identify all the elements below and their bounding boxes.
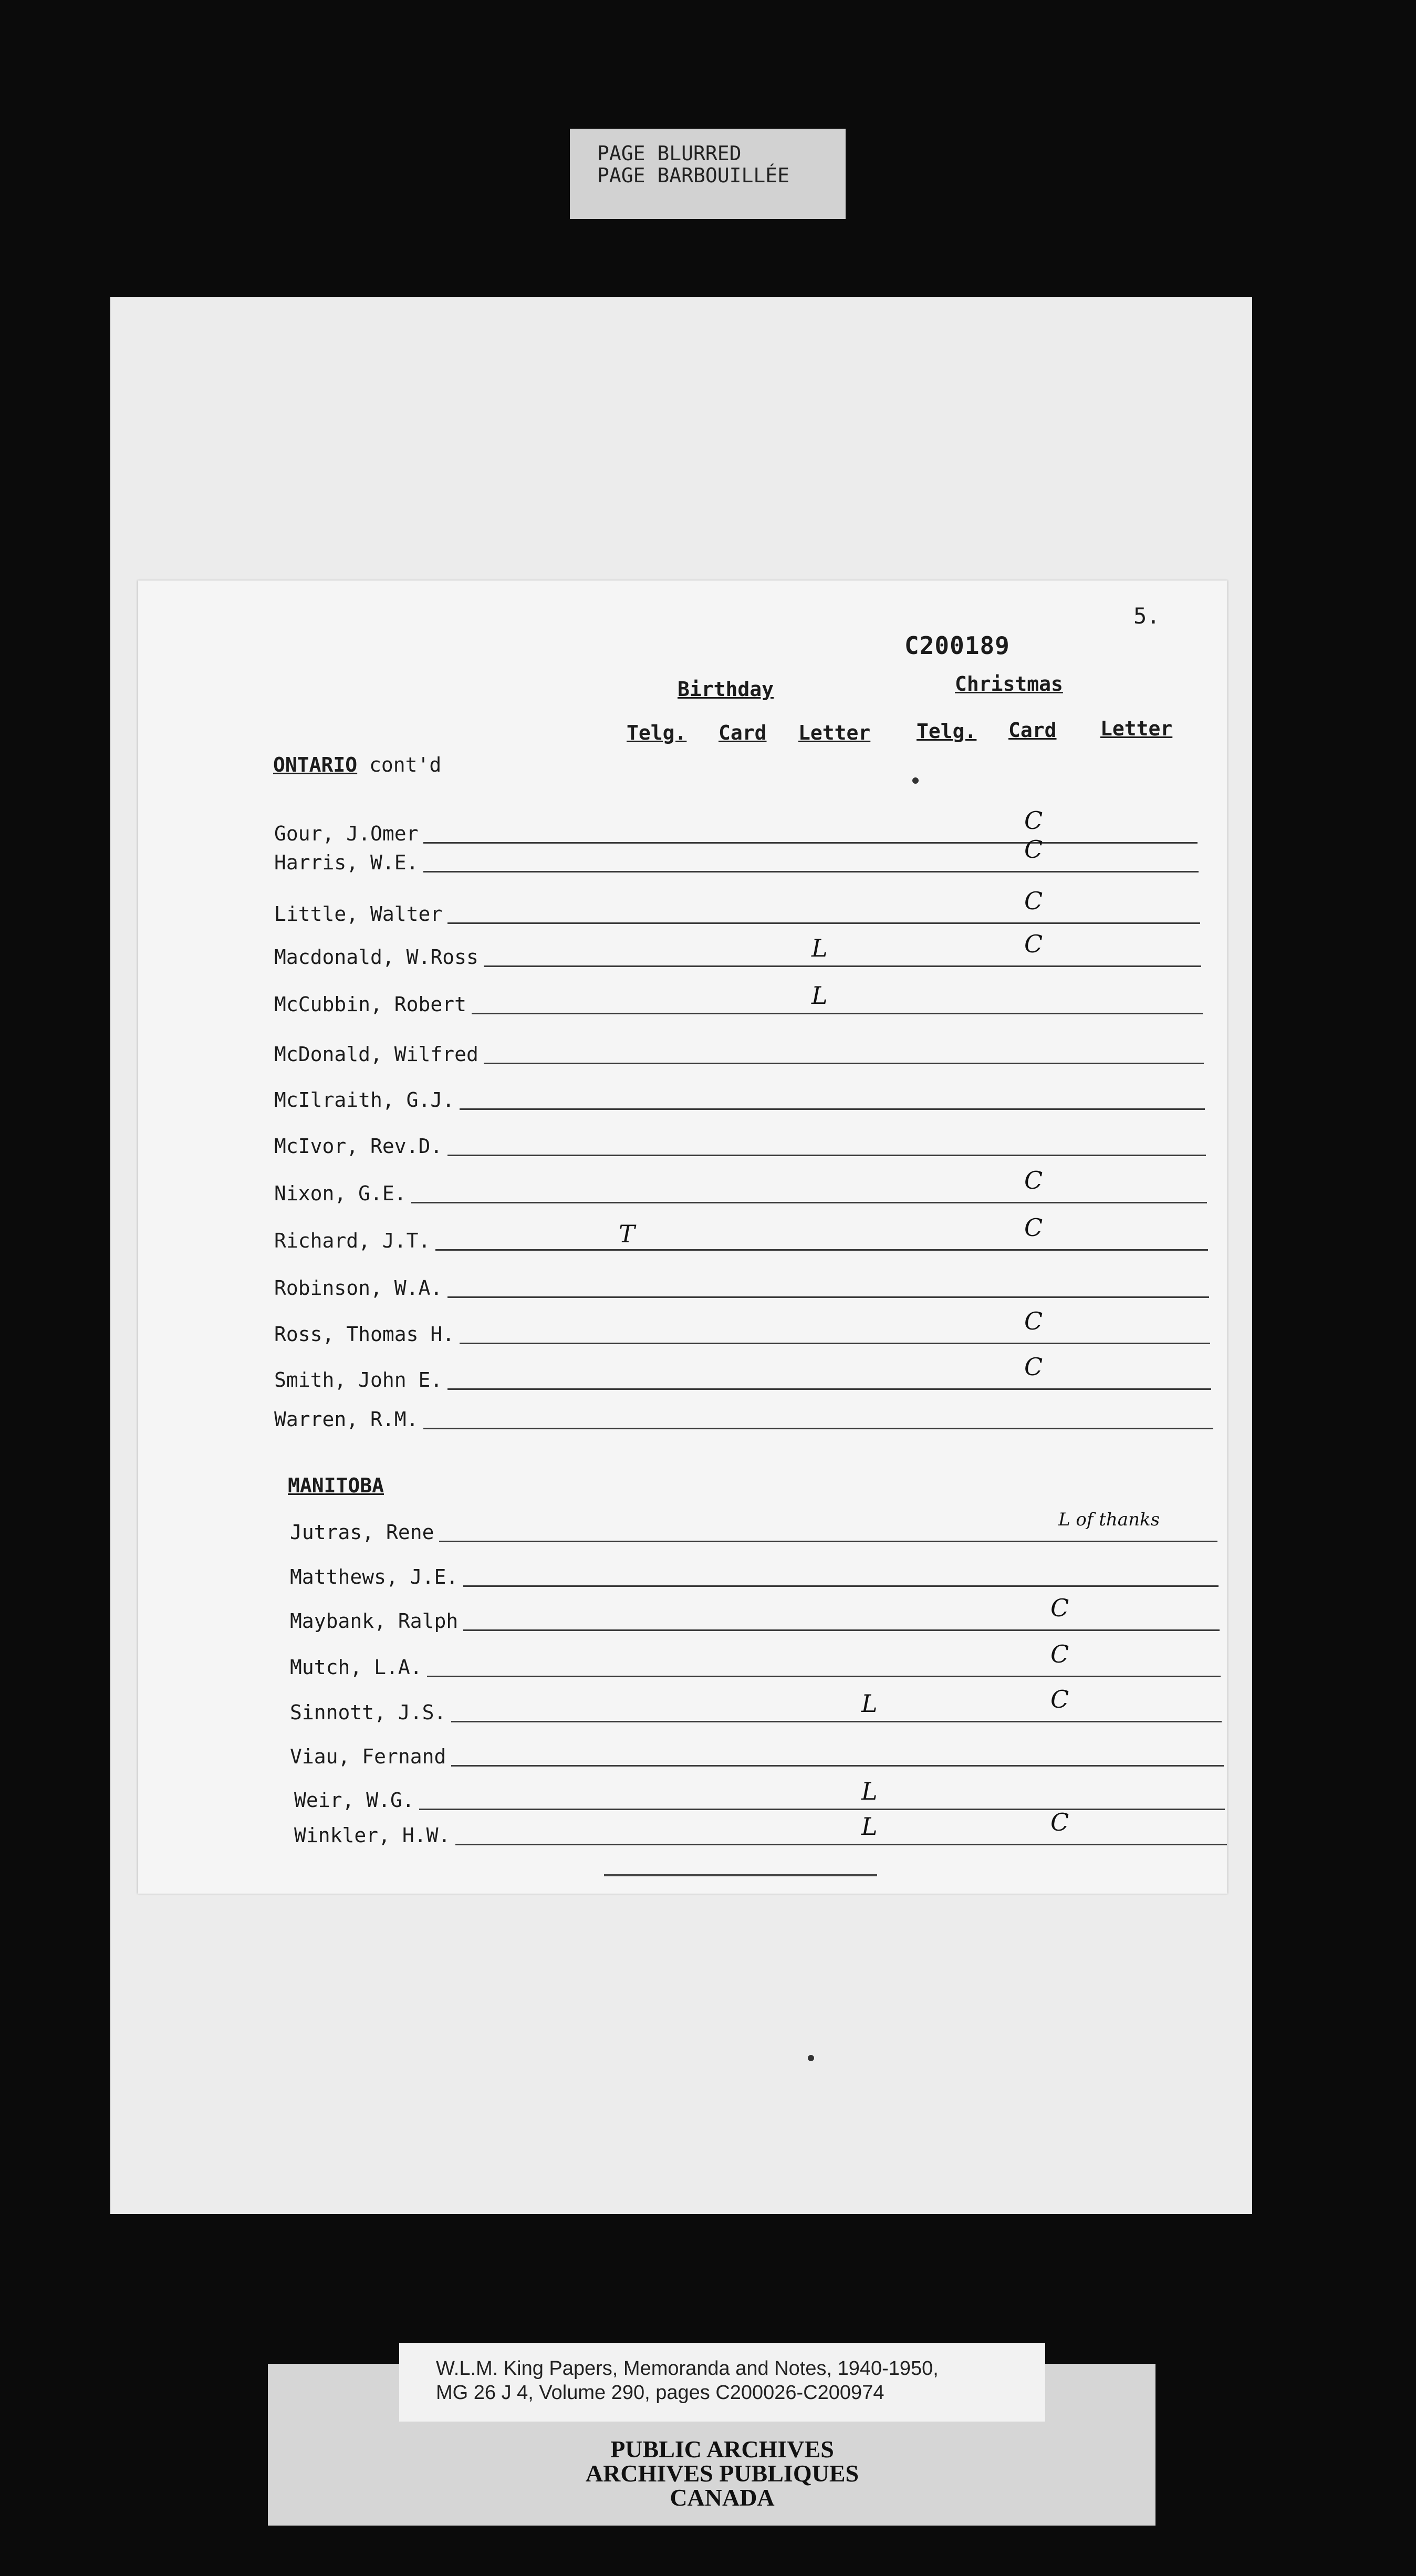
entry-rule [423, 871, 1199, 872]
christmas-card-mark: C [1024, 1307, 1043, 1335]
archive-name [399, 2437, 1045, 2510]
entry-rule [484, 1063, 1204, 1064]
christmas-card-mark: C [1024, 930, 1043, 958]
christmas-card-mark: C [1024, 1353, 1043, 1381]
section-ontario-title: ONTARIO [273, 753, 358, 776]
entry-rule [419, 1809, 1225, 1810]
entry-name: Viau, Fernand [290, 1745, 446, 1768]
entry-rule [423, 842, 1198, 844]
entry-name: Nixon, G.E. [274, 1182, 407, 1205]
blur-label-line1: PAGE BLURRED [597, 142, 742, 165]
header-christmas-card: Card [1008, 719, 1057, 742]
entry-rule [451, 1721, 1222, 1722]
entry-name: Warren, R.M. [274, 1408, 419, 1431]
entry-name: Matthews, J.E. [290, 1565, 459, 1588]
entry-name: Smith, John E. [274, 1368, 443, 1391]
entry-rule [411, 1202, 1207, 1203]
closing-rule [604, 1874, 877, 1876]
entry-rule [455, 1844, 1227, 1845]
section-ontario [273, 753, 441, 776]
christmas-card-mark: C [1024, 1166, 1043, 1194]
entry-name: Winkler, H.W. [294, 1824, 451, 1847]
section-manitoba [288, 1474, 384, 1497]
header-christmas-letter: Letter [1100, 717, 1173, 740]
christmas-card-mark: C [1050, 1685, 1069, 1713]
entry-name: McIvor, Rev.D. [274, 1135, 443, 1158]
christmas-card-mark: C [1050, 1640, 1069, 1668]
entry-name: Sinnott, J.S. [290, 1701, 446, 1724]
entry-name: Little, Walter [274, 902, 443, 926]
entry-rule [447, 922, 1200, 924]
entry-rule [460, 1343, 1210, 1344]
christmas-letter-note: L of thanks [1058, 1509, 1160, 1530]
entry-name: McCubbin, Robert [274, 993, 467, 1016]
header-birthday-letter: Letter [798, 721, 871, 744]
birthday-letter-mark: L [861, 1689, 878, 1718]
christmas-card-mark: C [1024, 806, 1043, 835]
entry-name: Mutch, L.A. [290, 1656, 422, 1679]
header-birthday-telg: Telg. [627, 721, 687, 744]
page-blurred-label [570, 129, 846, 219]
section-ontario-suffix: cont'd [357, 753, 442, 776]
birthday-telegram-mark: T [619, 1220, 635, 1248]
header-birthday-card: Card [719, 721, 767, 744]
entry-rule [447, 1388, 1211, 1390]
entry-name: Macdonald, W.Ross [274, 946, 478, 969]
christmas-card-mark: C [1024, 835, 1043, 864]
birthday-letter-mark: L [811, 981, 828, 1010]
entry-name: Weir, W.G. [294, 1789, 414, 1812]
entry-rule [435, 1249, 1208, 1251]
blur-label-line2: PAGE BARBOUILLÉE [597, 164, 790, 187]
christmas-card-mark: C [1024, 1213, 1043, 1242]
entry-name: McDonald, Wilfred [274, 1043, 478, 1066]
entry-rule [463, 1585, 1219, 1587]
entry-name: McIlraith, G.J. [274, 1088, 455, 1112]
document-code: C200189 [904, 631, 1010, 660]
header-christmas: Christmas [955, 672, 1063, 695]
christmas-card-mark: C [1050, 1808, 1069, 1836]
entry-rule [439, 1541, 1217, 1542]
entry-name: Richard, J.T. [274, 1229, 431, 1252]
entry-rule [460, 1108, 1205, 1110]
entry-rule [447, 1155, 1206, 1156]
header-christmas-telg: Telg. [917, 720, 977, 743]
entry-name: Jutras, Rene [290, 1521, 434, 1544]
archive-name-line3: CANADA [670, 2484, 775, 2511]
entry-name: Gour, J.Omer [274, 822, 419, 845]
birthday-letter-mark: L [811, 934, 828, 962]
entry-rule [427, 1676, 1221, 1677]
header-birthday: Birthday [678, 678, 774, 701]
entry-name: Harris, W.E. [274, 851, 419, 874]
section-manitoba-title: MANITOBA [288, 1474, 384, 1497]
entry-rule [472, 1013, 1203, 1014]
birthday-letter-mark: L [861, 1777, 878, 1805]
entry-rule [484, 965, 1201, 967]
archive-citation [399, 2343, 1045, 2422]
entry-rule [423, 1428, 1213, 1429]
christmas-card-mark: C [1050, 1594, 1069, 1622]
entry-name: Robinson, W.A. [274, 1276, 443, 1300]
entry-name: Maybank, Ralph [290, 1609, 459, 1633]
archive-name-line1: PUBLIC ARCHIVES [610, 2436, 834, 2463]
ink-spot [808, 2055, 814, 2061]
archive-name-line2: ARCHIVES PUBLIQUES [585, 2460, 859, 2487]
christmas-card-mark: C [1024, 887, 1043, 915]
citation-line1: W.L.M. King Papers, Memoranda and Notes, 1940-1950, [436, 2357, 939, 2380]
entry-name: Ross, Thomas H. [274, 1323, 455, 1346]
entry-rule [447, 1296, 1209, 1298]
entry-rule [451, 1765, 1224, 1767]
citation-line2: MG 26 J 4, Volume 290, pages C200026-C200974 [436, 2382, 884, 2404]
entry-rule [463, 1629, 1220, 1631]
ink-spot [912, 777, 919, 784]
birthday-letter-mark: L [861, 1812, 878, 1841]
page-number: 5. [1133, 603, 1160, 629]
